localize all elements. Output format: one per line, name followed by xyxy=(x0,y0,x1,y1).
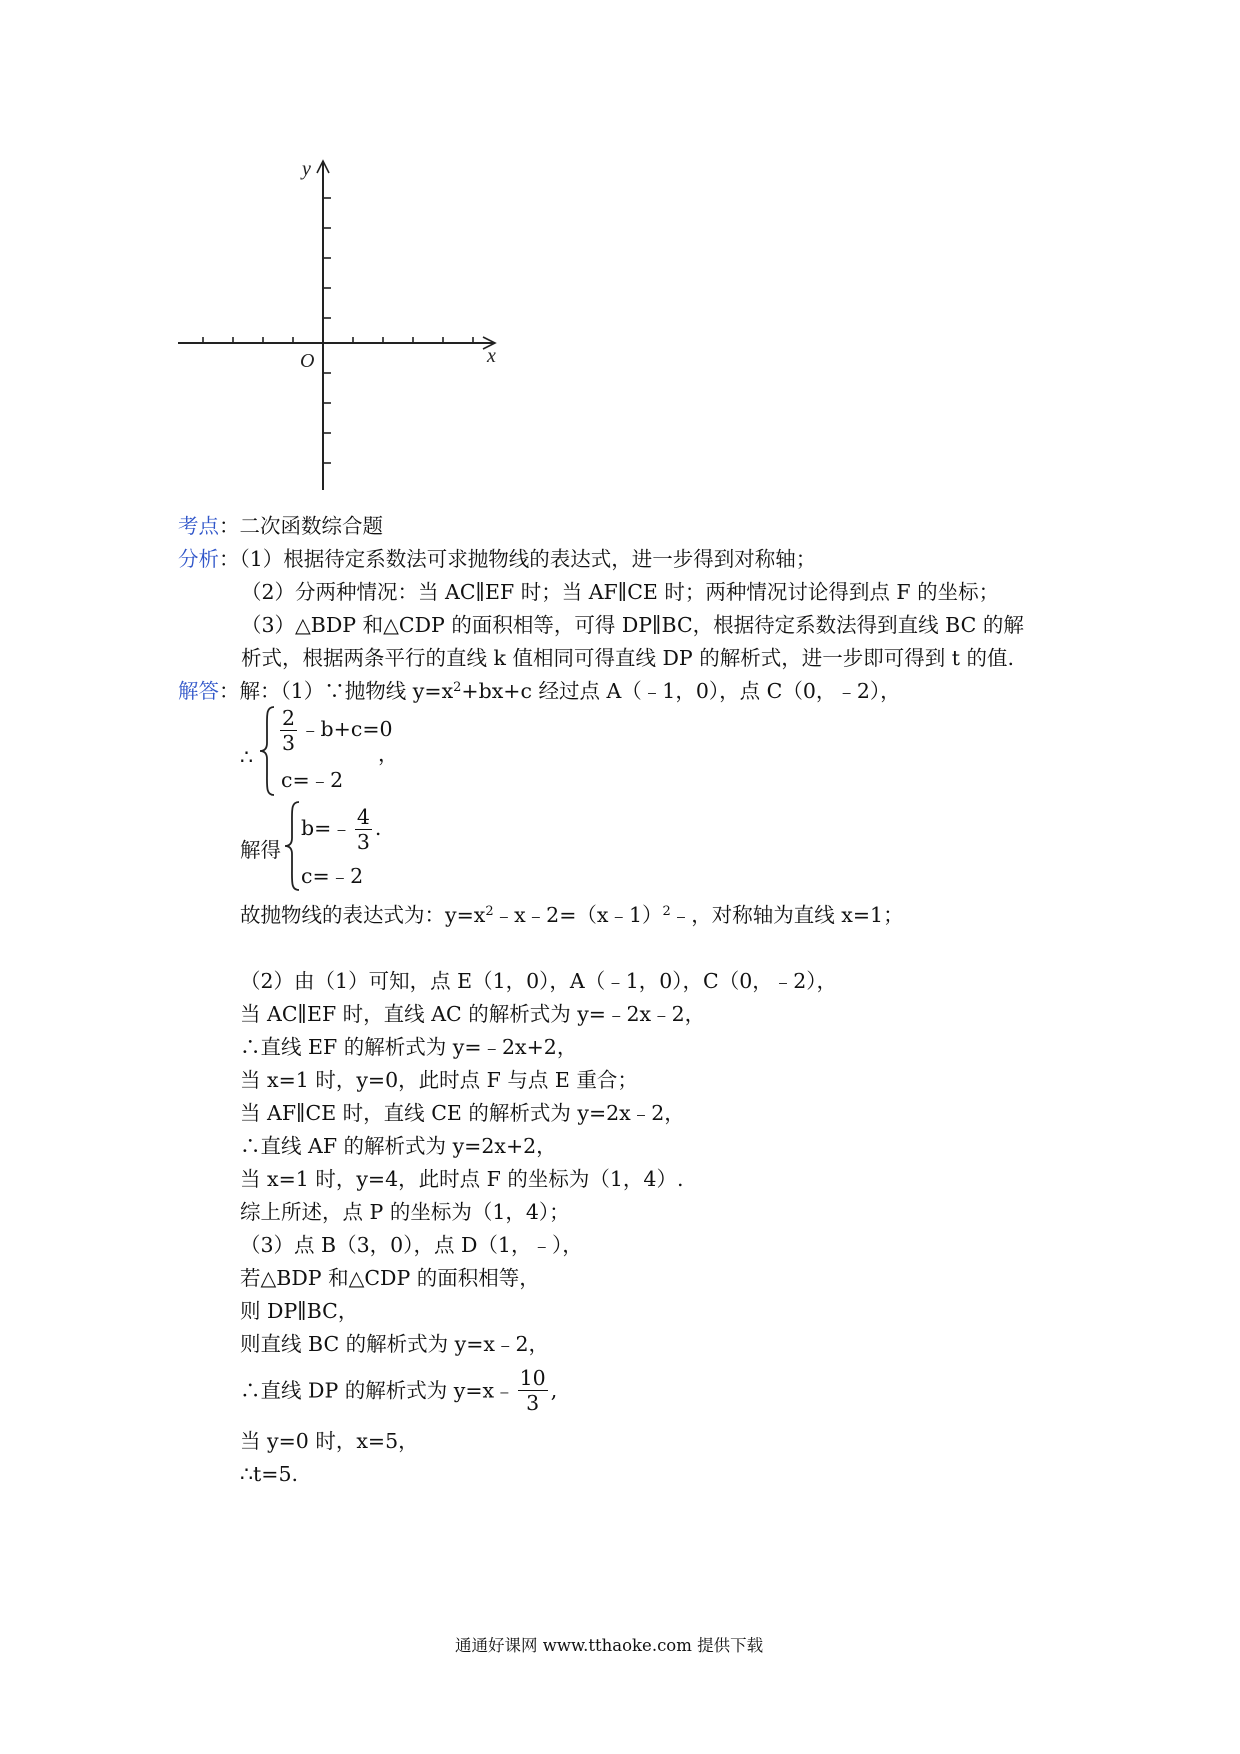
fenxi-line-4: 析式，根据两条平行的直线 k 值相同可得直线 DP 的解析式，进一步即可得到 t 的值. xyxy=(241,646,1015,670)
fenxi-line-1 xyxy=(178,547,816,571)
sys2-den: 3 xyxy=(356,830,370,854)
part2-line-6: ∴直线 AF 的解析式为 y=2x+2， xyxy=(240,1134,557,1158)
expr-post: ﹣，对称轴为直线 x=1； xyxy=(670,903,904,927)
jieda-l1-pre: ：解：（1）∵抛物线 y=x xyxy=(219,679,454,703)
fenxi-text-1: ：（1）根据待定系数法可求抛物线的表达式，进一步得到对称轴； xyxy=(219,547,817,571)
sys2-dot: . xyxy=(374,816,382,840)
sys1-fraction xyxy=(280,706,297,755)
kaodian-line xyxy=(178,514,383,538)
part3-line-7: ∴t=5. xyxy=(240,1462,299,1486)
sys1-den: 3 xyxy=(282,731,296,755)
sys2-num: 4 xyxy=(356,805,370,829)
origin-label: O xyxy=(300,350,315,372)
part3-line-4: 则直线 BC 的解析式为 y=x﹣2， xyxy=(240,1332,550,1356)
part3-line-5 xyxy=(240,1366,557,1415)
kaodian-text: ：二次函数综合题 xyxy=(219,514,383,538)
part2-line-3: ∴直线 EF 的解析式为 y=﹣2x+2， xyxy=(240,1035,578,1059)
sys1-eq2: c=﹣2 xyxy=(281,768,344,792)
part2-line-5: 当 AF∥CE 时，直线 CE 的解析式为 y=2x﹣2， xyxy=(240,1101,685,1125)
fenxi-line-3: （3）△BDP 和△CDP 的面积相等，可得 DP∥BC，根据待定系数法得到直线 BC 的解 xyxy=(241,613,1024,637)
part2-line-1: （2）由（1）可知，点 E（1，0），A（﹣1，0），C（0，﹣2）， xyxy=(240,969,838,993)
sys2-eq1-pre: b=﹣ xyxy=(301,816,352,840)
part2-line-7: 当 x=1 时，y=4，此时点 F 的坐标为（1，4）. xyxy=(240,1167,684,1191)
jieda-l1-sup: 2 xyxy=(453,680,462,695)
expr-sup-1: 2 xyxy=(485,904,494,919)
part2-line-4: 当 x=1 时，y=0，此时点 F 与点 E 重合； xyxy=(240,1068,638,1092)
jieda-line-1 xyxy=(178,679,901,703)
y-axis-label: y xyxy=(302,158,311,180)
sys2-eq2: c=﹣2 xyxy=(301,864,364,888)
part3-line-6: 当 y=0 时，x=5， xyxy=(240,1429,419,1453)
coordinate-axes-figure xyxy=(150,155,510,495)
sys2-prefix: 解得 xyxy=(240,838,281,862)
kaodian-label: 考点 xyxy=(178,514,219,538)
part3-line-2: 若△BDP 和△CDP 的面积相等， xyxy=(240,1266,540,1290)
expr-sup-2: 2 xyxy=(662,904,671,919)
fenxi-label: 分析 xyxy=(178,547,219,571)
sys1-brace xyxy=(258,705,278,797)
p3-5-num: 10 xyxy=(519,1366,546,1390)
part2-line-8: 综上所述，点 P 的坐标为（1，4）； xyxy=(240,1200,570,1224)
p3-5-post: , xyxy=(550,1378,558,1403)
sys2-eq1 xyxy=(301,805,381,854)
p3-5-pre: ∴直线 DP 的解析式为 y=x﹣ xyxy=(240,1378,515,1403)
sys1-eq1 xyxy=(277,706,393,755)
part2-line-2: 当 AC∥EF 时，直线 AC 的解析式为 y=﹣2x﹣2， xyxy=(240,1002,706,1026)
sys1-therefore: ∴ xyxy=(240,745,254,769)
sys1-eq1-rest: ﹣b+c=0 xyxy=(300,717,393,741)
expr-pre: 故抛物线的表达式为：y=x xyxy=(240,903,486,927)
fenxi-line-2: （2）分两种情况：当 AC∥EF 时；当 AF∥CE 时；两种情况讨论得到点 F 的坐标； xyxy=(241,580,1000,604)
sys2-brace xyxy=(283,800,303,892)
parabola-expression-line xyxy=(240,903,904,927)
sys1-comma: ， xyxy=(378,742,399,766)
part3-line-3: 则 DP∥BC， xyxy=(240,1299,359,1323)
y-axis-ticks xyxy=(323,198,331,463)
footer-credit: 通通好课网 www.tthaoke.com 提供下载 xyxy=(455,1636,764,1655)
expr-mid: ﹣x﹣2=（x﹣1） xyxy=(493,903,663,927)
p3-5-den: 3 xyxy=(526,1391,540,1415)
part3-line-1: （3）点 B（3，0），点 D（1，﹣）， xyxy=(240,1233,583,1257)
jieda-label: 解答 xyxy=(178,679,219,703)
p3-5-fraction xyxy=(518,1366,548,1415)
jieda-l1-post: +bx+c 经过点 A（﹣1，0），点 C（0，﹣2）， xyxy=(461,679,901,703)
sys1-num: 2 xyxy=(282,706,296,730)
x-axis-label: x xyxy=(487,345,496,367)
sys2-fraction xyxy=(355,805,372,854)
